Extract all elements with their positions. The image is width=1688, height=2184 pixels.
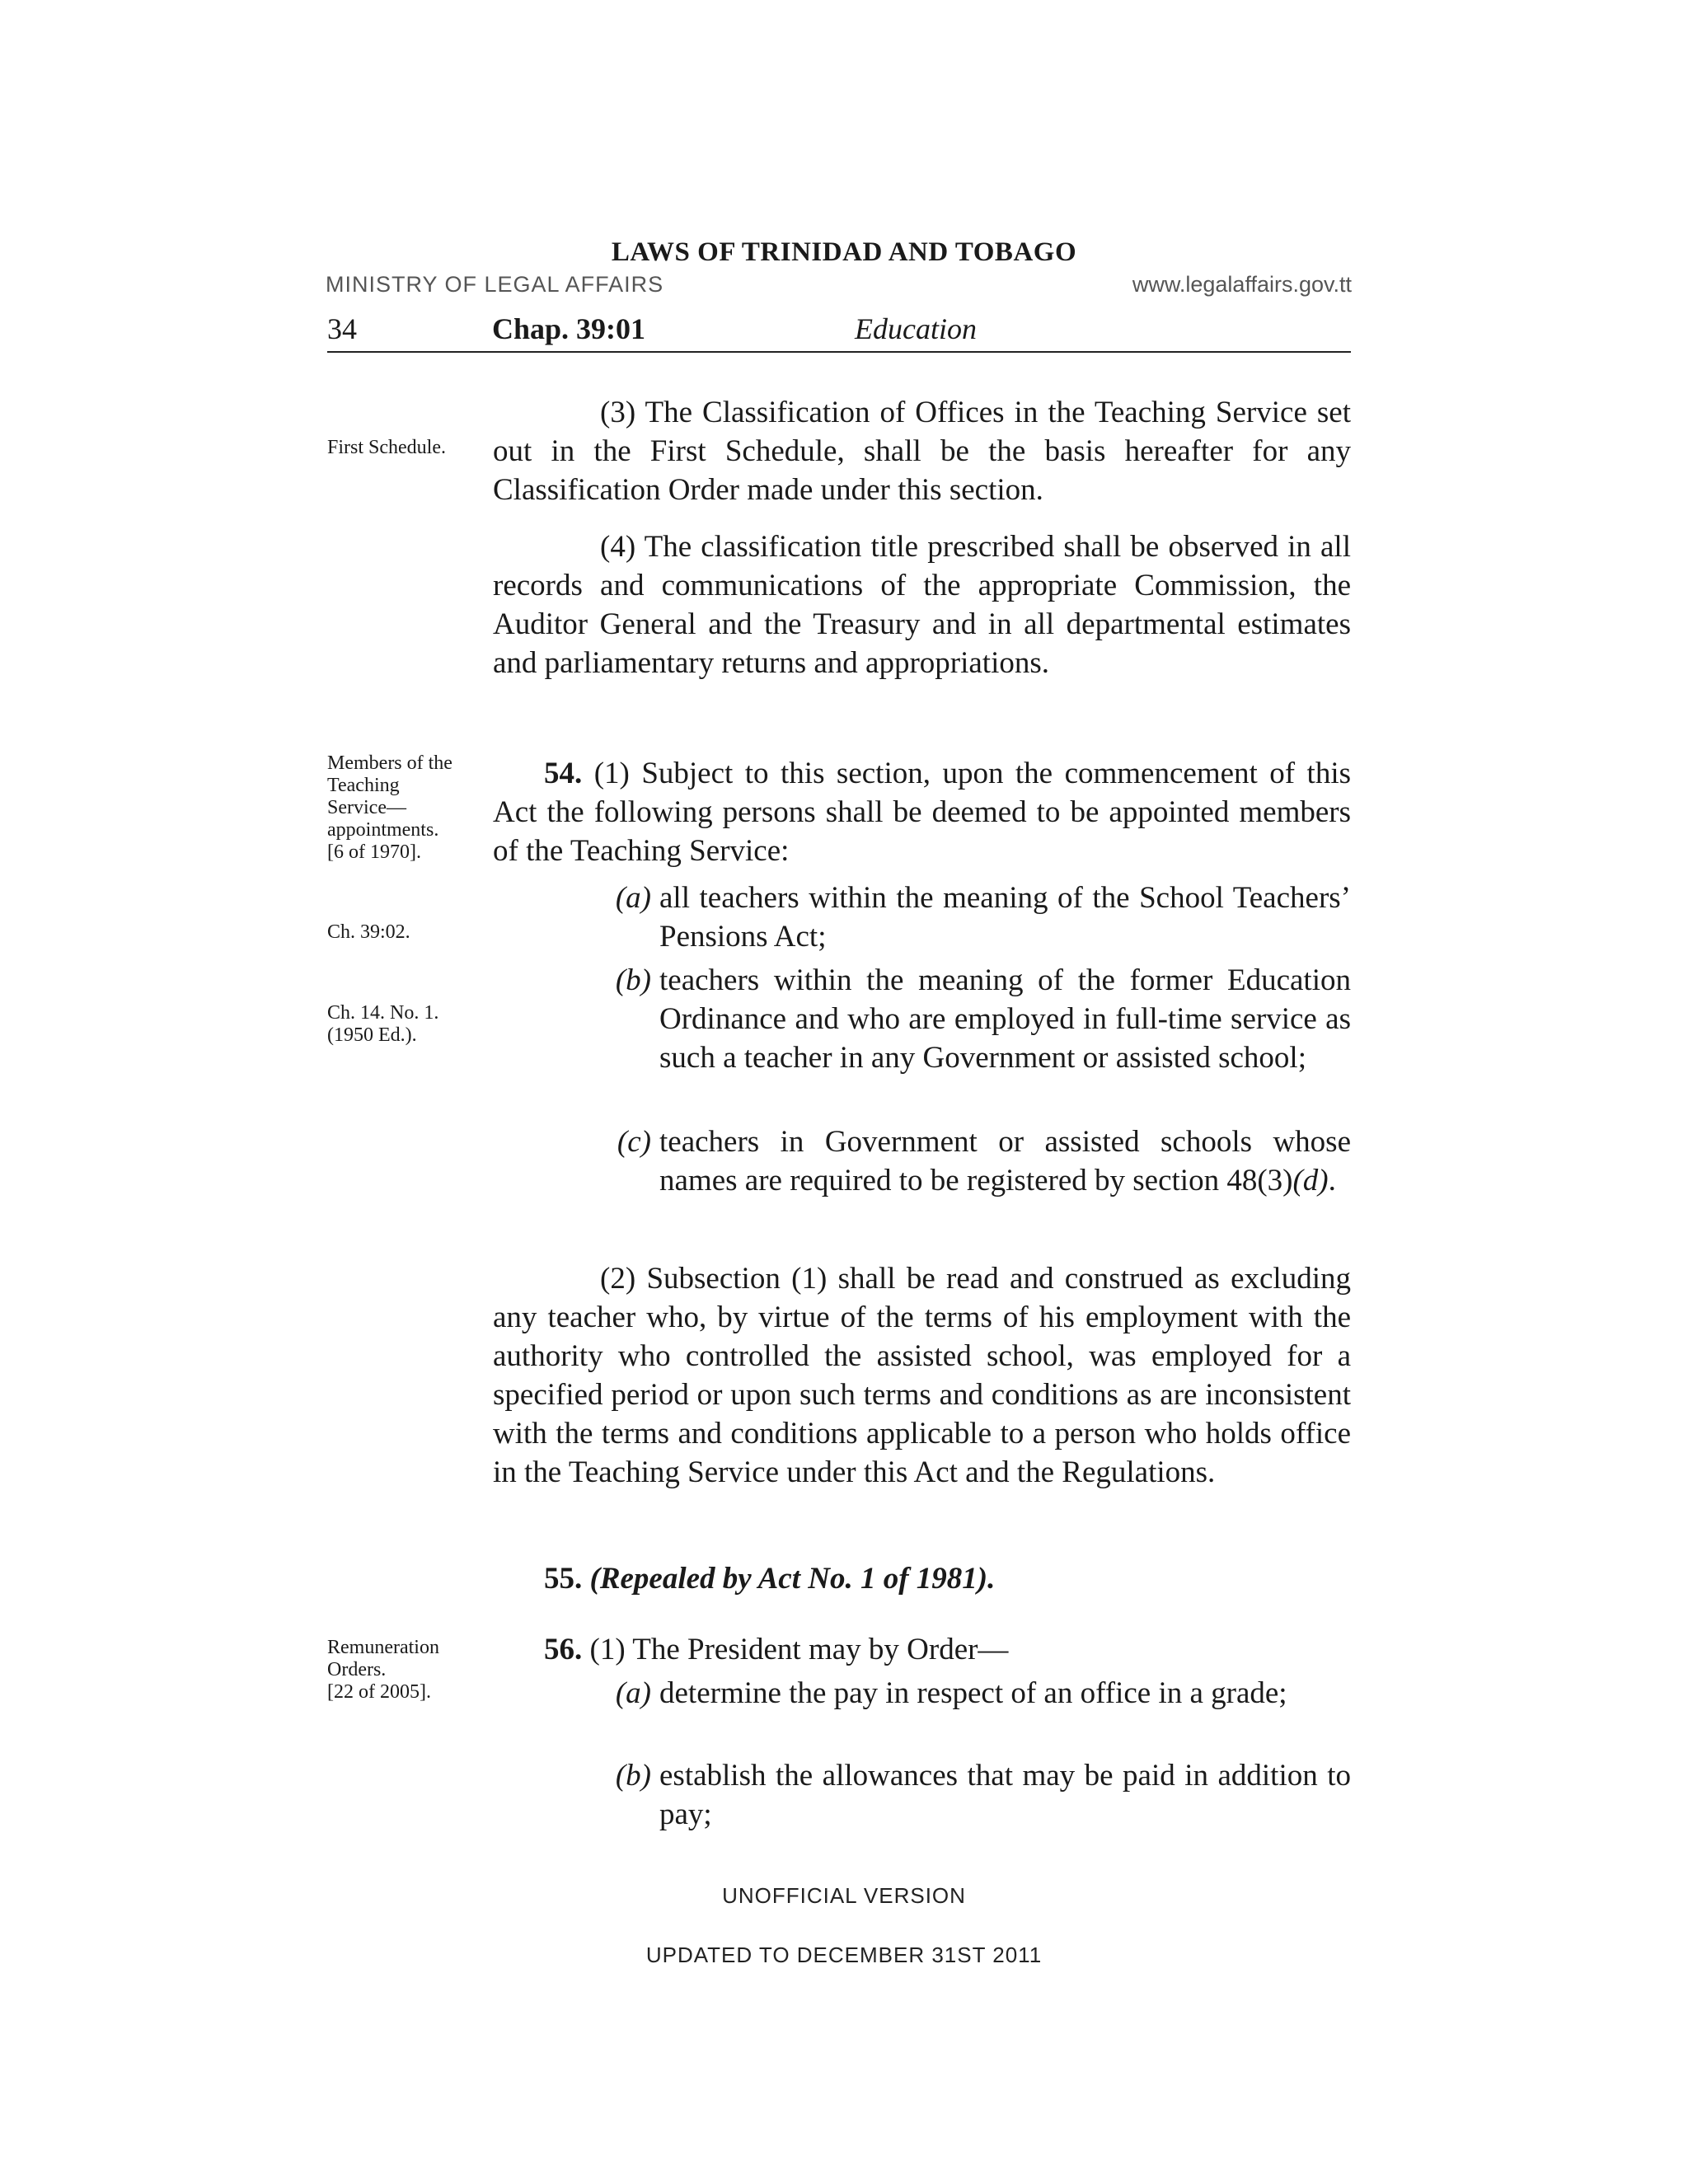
item-text: all teachers within the meaning of the School Teachers’ Pensions Act; bbox=[659, 881, 1351, 954]
section-54-item-a bbox=[615, 879, 1351, 956]
footer-version: UNOFFICIAL VERSION bbox=[722, 1883, 966, 1908]
margin-note-ch-39-02: Ch. 39:02. bbox=[327, 921, 410, 943]
item-label: (a) bbox=[615, 881, 651, 915]
section-55 bbox=[493, 1559, 1351, 1598]
item-label: (c) bbox=[617, 1125, 651, 1159]
chapter-subject: Education bbox=[855, 312, 977, 345]
page-number: 34 bbox=[327, 312, 357, 345]
chapter-number: Chap. 39:01 bbox=[492, 312, 646, 345]
section-56-item-b bbox=[615, 1756, 1351, 1834]
section-54-item-c bbox=[617, 1122, 1351, 1200]
section-53-subsection-3: (3) The Classification of Offices in the Teaching Service set out in the First Schedule, shall be the basis hereafter for any Classification Order made under this section. bbox=[493, 396, 1351, 507]
margin-note-remuneration: Remuneration Orders. [22 of 2005]. bbox=[327, 1637, 439, 1703]
header-divider bbox=[327, 351, 1351, 353]
section-56-item-a bbox=[615, 1674, 1351, 1713]
item-label: (b) bbox=[615, 963, 651, 997]
section-54-subsection-2: (2) Subsection (1) shall be read and construed as excluding any teacher who, by virtue of the terms of his employment with the authority who controlled the assisted school, was employed for a specified period or upon such terms and conditions as are inconsistent with the terms and conditions applicable to a person who holds office in the Teaching Service under this Act and the Regulations. bbox=[493, 1262, 1351, 1489]
footer-updated: UPDATED TO DECEMBER 31ST 2011 bbox=[645, 1943, 1043, 1967]
ministry-label: MINISTRY OF LEGAL AFFAIRS bbox=[326, 272, 664, 297]
margin-note-ch-14: Ch. 14. No. 1. (1950 Ed.). bbox=[327, 1002, 439, 1046]
item-text: determine the pay in respect of an office in a grade; bbox=[659, 1676, 1287, 1710]
item-label: (a) bbox=[615, 1676, 651, 1710]
section-55-text: (Repealed by Act No. 1 of 1981). bbox=[589, 1562, 996, 1596]
section-53-subsection-4: (4) The classification title prescribed shall be observed in all records and communications of the appropriate Commission, the Auditor General and the Treasury and in all departmental estimates and parliamentary returns and appropriations. bbox=[493, 530, 1351, 680]
item-label: (b) bbox=[615, 1759, 651, 1793]
item-text: teachers within the meaning of the former Education Ordinance and who are employed in full-time service as such a teacher in any Government or assisted school; bbox=[659, 963, 1351, 1075]
margin-note-first-schedule: First Schedule. bbox=[327, 437, 446, 458]
section-55-number: 55. bbox=[544, 1562, 583, 1596]
website-link[interactable]: www.legalaffairs.gov.tt bbox=[1132, 272, 1352, 297]
section-54-number: 54. bbox=[544, 757, 583, 790]
section-56-subsection-1: 56. (1) The President may by Order— bbox=[544, 1633, 1009, 1666]
document-title: LAWS OF TRINIDAD AND TOBAGO bbox=[611, 237, 1077, 267]
item-text: teachers in Government or assisted schools whose names are required to be registered by section 48(3)(d). bbox=[659, 1125, 1351, 1197]
section-54-item-b bbox=[615, 961, 1351, 1077]
item-text: establish the allowances that may be paid in addition to pay; bbox=[659, 1759, 1351, 1831]
section-56-number: 56. bbox=[544, 1633, 583, 1666]
section-54-subsection-1: 54. (1) Subject to this section, upon the commencement of this Act the following persons shall be deemed to be appointed members of the Teaching Service: bbox=[493, 757, 1351, 868]
margin-note-members: Members of the Teaching Service— appointments. [6 of 1970]. bbox=[327, 752, 452, 863]
